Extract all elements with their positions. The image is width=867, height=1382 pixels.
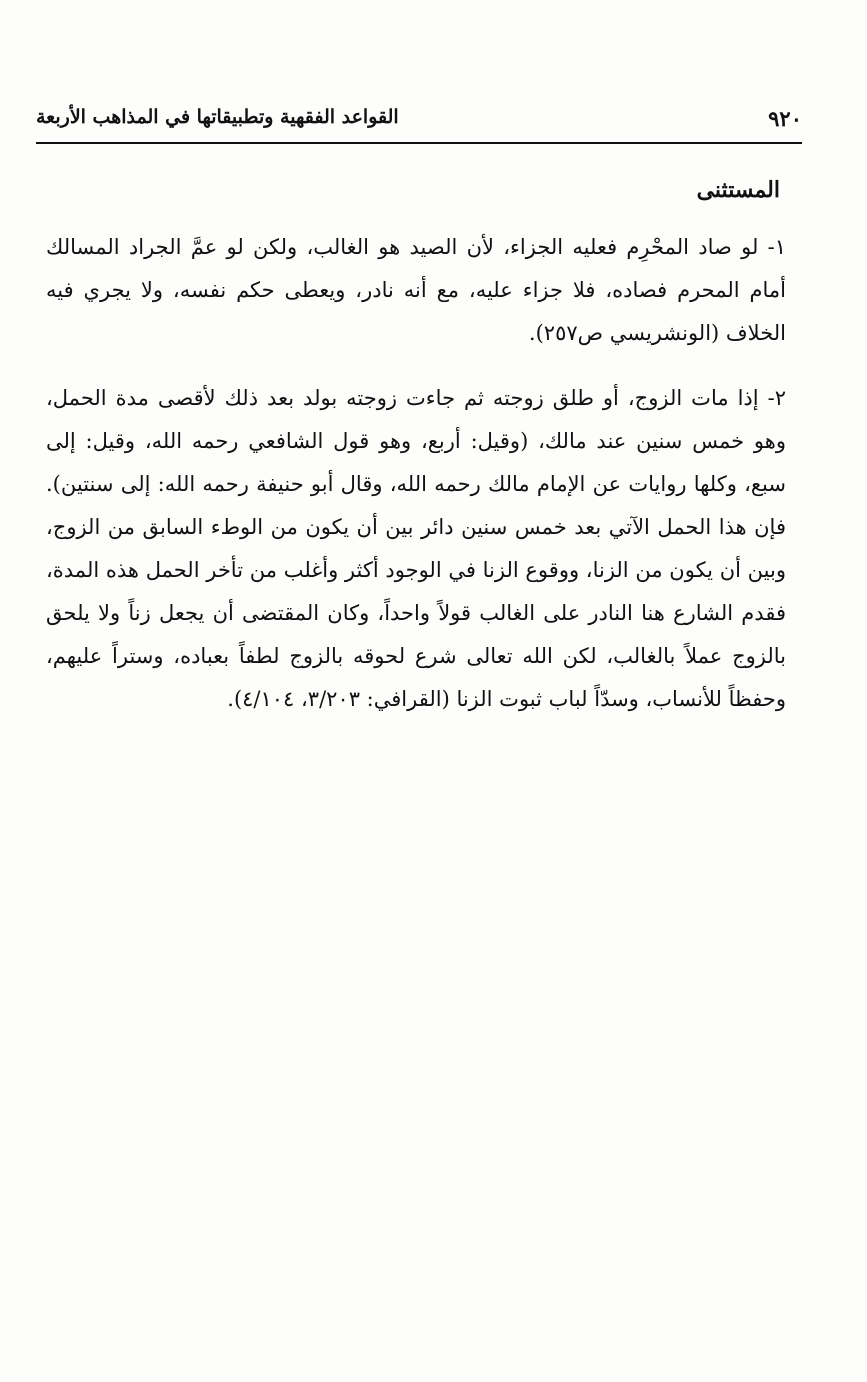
exception-item-1 (46, 226, 786, 355)
running-title: القواعد الفقهية وتطبيقاتها في المذاهب الأربعة (36, 106, 399, 128)
exception-item-2 (46, 377, 786, 721)
page-number: ٩٢٠ (768, 106, 802, 131)
exception-item-1-text: ١- لو صاد المحْرِم فعليه الجزاء، لأن الصيد هو الغالب، ولكن لو عمَّ الجراد المسالك أمام المحرم فصاده، فلا جزاء عليه، مع أنه نادر، ويعطى حكم نفسه، ولا يجري فيه الخلاف (الونشريسي ص٢٥٧). (46, 235, 786, 345)
exception-item-2-text: ٢- إذا مات الزوج، أو طلق زوجته ثم جاءت زوجته بولد بعد ذلك لأقصى مدة الحمل، وهو خمس سنين عند مالك، (وقيل: أربع، وهو قول الشافعي رحمه الله، وقيل: إلى سبع، وكلها روايات عن الإمام مالك رحمه الله، وقال أبو حنيفة رحمه الله: إلى سنتين). فإن هذا الحمل الآتي بعد خمس سنين دائر بين أن يكون من الوطء السابق من الزوج، وبين أن يكون من الزنا، ووقوع الزنا في الوجود أكثر وأغلب من تأخر الحمل هذه المدة، فقدم الشارع هنا النادر على الغالب قولاً واحداً، وكان المقتضى أن يجعل زناً ولا يلحق بالزوج عملاً بالغالب، لكن الله تعالى شرع لحوقه بالزوج لطفاً بعباده، وستراً عليهم، وحفظاً للأنساب، وسدّاً لباب ثبوت الزنا (القرافي: ٣/٢٠٣، ٤/١٠٤). (46, 386, 786, 711)
page-content (46, 168, 786, 743)
header-rule (36, 142, 802, 144)
page-header (36, 104, 802, 136)
section-heading: المستثنى (696, 177, 780, 203)
